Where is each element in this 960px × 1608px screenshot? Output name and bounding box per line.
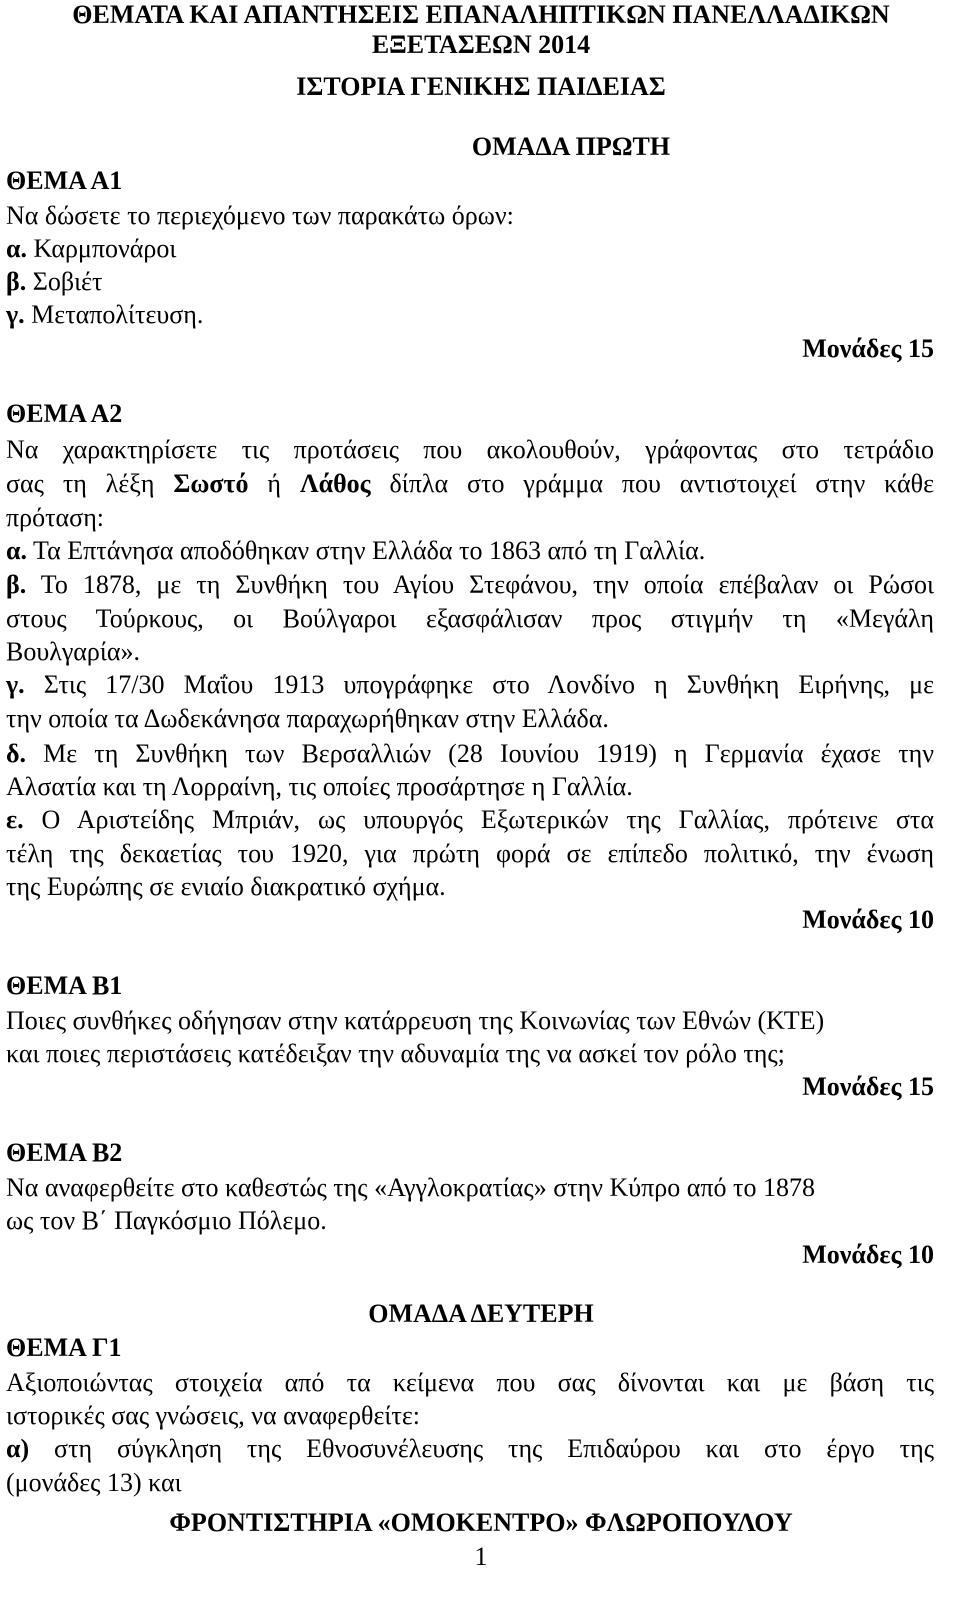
theme-b2-heading: ΘΕΜΑ Β2 bbox=[6, 1138, 123, 1167]
theme-b1-text: Ποιες συνθήκες οδήγησαν στην κατάρρευση της Κοινωνίας των Εθνών (ΚΤΕ) bbox=[6, 1006, 825, 1035]
theme-a1-item: γ. Μεταπολίτευση. bbox=[6, 300, 204, 329]
statement-a: α. Τα Επτάνησα αποδόθηκαν στην Ελλάδα το 1863 από τη Γαλλία. bbox=[6, 536, 706, 565]
theme-b1-heading: ΘΕΜΑ Β1 bbox=[6, 971, 123, 1000]
statement-b: β. Το 1878, με τη Συνθήκη του Αγίου Στεφάνου, την οποία επέβαλαν οι Ρώσοι bbox=[6, 570, 934, 599]
statement-b: στους Τούρκους, οι Βούλγαροι εξασφάλισαν προς στιγμήν τη «Μεγάλη bbox=[6, 604, 934, 633]
theme-g1-text: Αξιοποιώντας στοιχεία από τα κείμενα που σας δίνονται και με βάση τις bbox=[6, 1368, 934, 1397]
statement-b: Βουλγαρία». bbox=[6, 637, 141, 666]
statement-e: της Ευρώπης σε ενιαίο διακρατικό σχήμα. bbox=[6, 872, 446, 901]
theme-b2-text: Να αναφερθείτε στο καθεστώς της «Αγγλοκρατίας» στην Κύπρο από το 1878 bbox=[6, 1173, 815, 1202]
statement-c: γ. Στις 17/30 Μαΐου 1913 υπογράφηκε στο Λονδίνο η Συνθήκη Ειρήνης, με bbox=[6, 670, 934, 699]
subject-title: ΙΣΤΟΡΙΑ ΓΕΝΙΚΗΣ ΠΑΙΔΕΙΑΣ bbox=[296, 72, 666, 101]
theme-a2-intro: Να χαρακτηρίσετε τις προτάσεις που ακολουθούν, γράφοντας στο τετράδιο bbox=[6, 435, 934, 464]
page-number: 1 bbox=[474, 1542, 488, 1571]
theme-b1-points: Μονάδες 15 bbox=[802, 1072, 934, 1101]
theme-a1-heading: ΘΕΜΑ Α1 bbox=[6, 166, 123, 195]
theme-g1-item: (μονάδες 13) και bbox=[6, 1468, 182, 1497]
theme-g1-text: ιστορικές σας γνώσεις, να αναφερθείτε: bbox=[6, 1401, 420, 1430]
theme-a1-points: Μονάδες 15 bbox=[802, 334, 934, 363]
theme-b2-text: ως τον Β΄ Παγκόσμιο Πόλεμο. bbox=[6, 1206, 327, 1235]
statement-e: τέλη της δεκαετίας του 1920, για πρώτη φορά σε επίπεδο πολιτικό, την ένωση bbox=[6, 839, 934, 868]
statement-e: ε. Ο Αριστείδης Μπριάν, ως υπουργός Εξωτερικών της Γαλλίας, πρότεινε στα bbox=[6, 805, 934, 834]
title-line-1: ΘΕΜΑΤΑ ΚΑΙ ΑΠΑΝΤΗΣΕΙΣ ΕΠΑΝΑΛΗΠΤΙΚΩΝ ΠΑΝΕΛΛΑΔΙΚΩΝ bbox=[72, 0, 890, 29]
theme-b1-text: και ποιες περιστάσεις κατέδειξαν την αδυναμία της να ασκεί τον ρόλο της; bbox=[6, 1039, 785, 1068]
theme-a1-prompt: Να δώσετε το περιεχόμενο των παρακάτω όρων: bbox=[6, 201, 514, 230]
statement-c: την οποία τα Δωδεκάνησα παραχωρήθηκαν στην Ελλάδα. bbox=[6, 704, 609, 733]
title-line-2: ΕΞΕΤΑΣΕΩΝ 2014 bbox=[371, 30, 591, 59]
theme-b2-points: Μονάδες 10 bbox=[802, 1240, 934, 1269]
theme-a2-intro: σας τη λέξη Σωστό ή Λάθος δίπλα στο γράμμα που αντιστοιχεί στην κάθε bbox=[6, 469, 934, 498]
theme-a1-item: α. Καρμπονάροι bbox=[6, 234, 177, 263]
theme-a2-points: Μονάδες 10 bbox=[802, 905, 934, 934]
theme-a1-item: β. Σοβιέτ bbox=[6, 267, 103, 296]
theme-g1-heading: ΘΕΜΑ Γ1 bbox=[6, 1333, 122, 1362]
footer-brand: ΦΡΟΝΤΙΣΤΗΡΙΑ «ΟΜΟΚΕΝΤΡΟ» ΦΛΩΡΟΠΟΥΛΟΥ bbox=[169, 1508, 793, 1537]
statement-d: Αλσατία και τη Λορραίνη, τις οποίες προσάρτησε η Γαλλία. bbox=[6, 772, 633, 801]
theme-a2-heading: ΘΕΜΑ Α2 bbox=[6, 399, 123, 428]
group-one-title: ΟΜΑΔΑ ΠΡΩΤΗ bbox=[471, 132, 671, 161]
theme-g1-item: α) στη σύγκληση της Εθνοσυνέλευσης της Επιδαύρου και στο έργο της bbox=[6, 1434, 934, 1463]
theme-a2-intro: πρόταση: bbox=[6, 503, 105, 532]
statement-d: δ. Με τη Συνθήκη των Βερσαλλιών (28 Ιουνίου 1919) η Γερμανία έχασε την bbox=[6, 739, 934, 768]
group-two-title: ΟΜΑΔΑ ΔΕΥΤΕΡΗ bbox=[368, 1299, 594, 1328]
